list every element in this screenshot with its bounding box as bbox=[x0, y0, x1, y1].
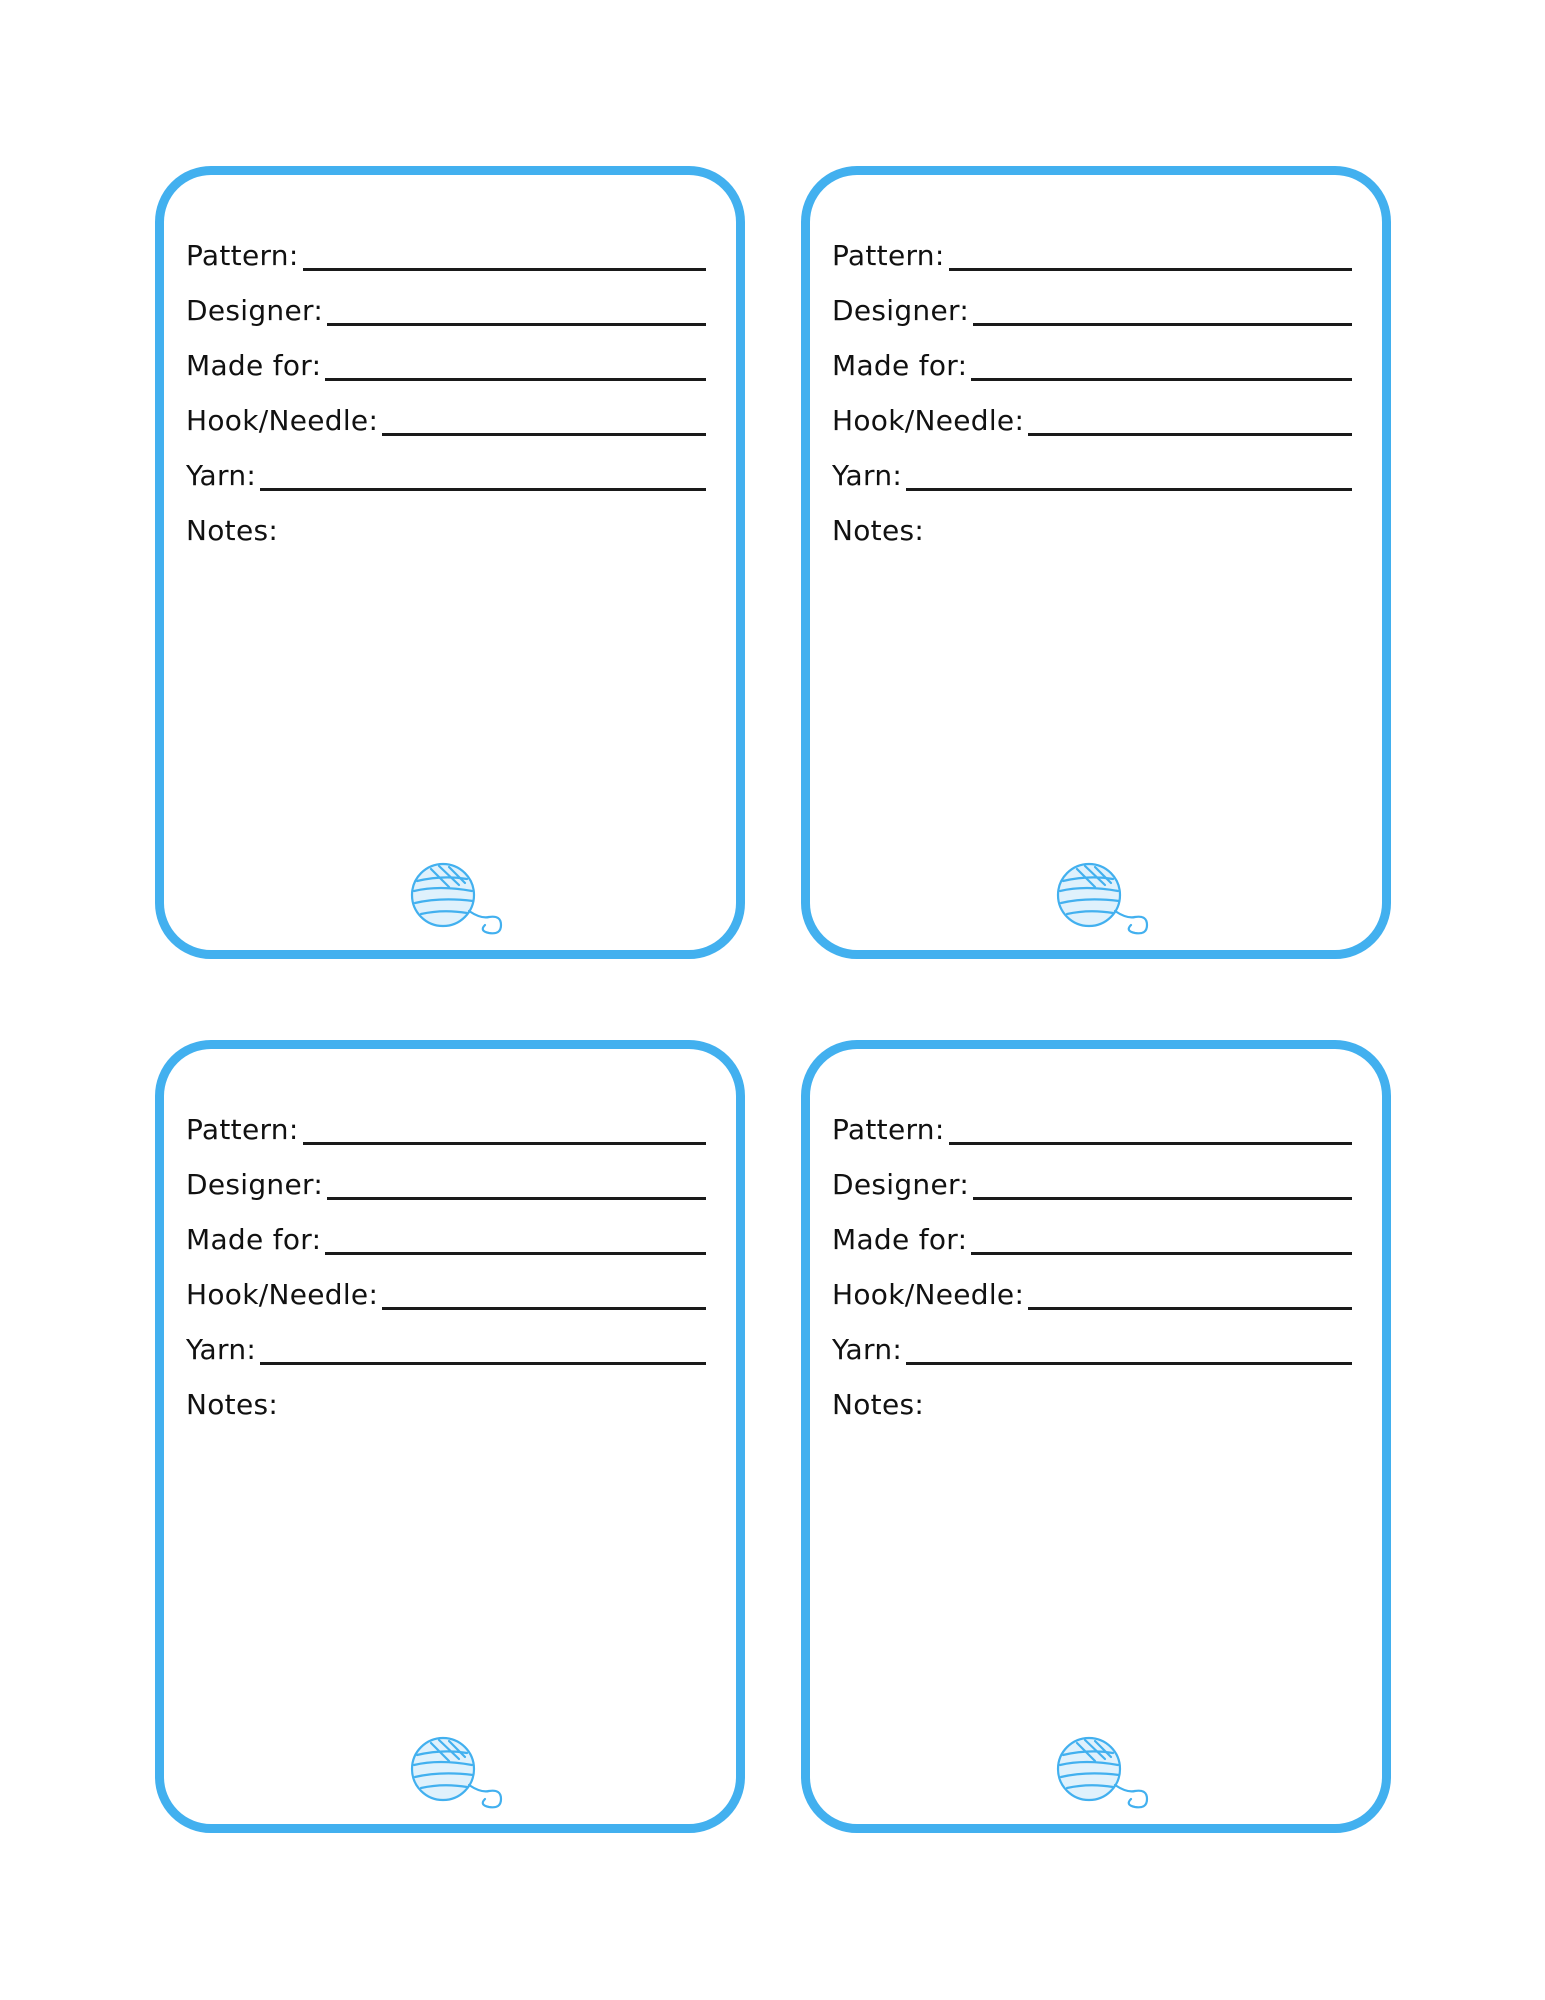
yarn-ball-icon bbox=[409, 1735, 509, 1815]
made-for-label: Made for: bbox=[186, 349, 322, 382]
designer-line[interactable] bbox=[973, 323, 1352, 326]
yarn-field[interactable] bbox=[832, 438, 1352, 493]
made-for-label: Made for: bbox=[186, 1223, 322, 1256]
pattern-field[interactable] bbox=[832, 1092, 1352, 1147]
yarn-ball-icon bbox=[1055, 861, 1155, 941]
yarn-label: Yarn: bbox=[832, 1333, 903, 1366]
designer-label: Designer: bbox=[832, 294, 970, 327]
designer-field[interactable] bbox=[186, 1147, 706, 1202]
yarn-ball-icon bbox=[409, 861, 509, 941]
made-for-field[interactable] bbox=[832, 328, 1352, 383]
notes-label: Notes: bbox=[186, 514, 279, 547]
yarn-field[interactable] bbox=[186, 1312, 706, 1367]
notes-field[interactable] bbox=[186, 1367, 706, 1422]
card-fields bbox=[832, 218, 1352, 548]
yarn-line[interactable] bbox=[260, 1362, 706, 1365]
yarn-field[interactable] bbox=[832, 1312, 1352, 1367]
hook-needle-label: Hook/Needle: bbox=[186, 404, 379, 437]
designer-field[interactable] bbox=[186, 273, 706, 328]
pattern-line[interactable] bbox=[949, 1142, 1352, 1145]
notes-field[interactable] bbox=[186, 493, 706, 548]
designer-line[interactable] bbox=[327, 323, 706, 326]
hook-needle-label: Hook/Needle: bbox=[186, 1278, 379, 1311]
hook-needle-field[interactable] bbox=[832, 1257, 1352, 1312]
made-for-line[interactable] bbox=[325, 378, 706, 381]
hook-needle-field[interactable] bbox=[832, 383, 1352, 438]
pattern-label: Pattern: bbox=[832, 1113, 945, 1146]
yarn-label: Yarn: bbox=[832, 459, 903, 492]
hook-needle-line[interactable] bbox=[382, 1307, 706, 1310]
yarn-line[interactable] bbox=[906, 488, 1352, 491]
yarn-line[interactable] bbox=[260, 488, 706, 491]
notes-field[interactable] bbox=[832, 1367, 1352, 1422]
pattern-field[interactable] bbox=[186, 218, 706, 273]
made-for-label: Made for: bbox=[832, 1223, 968, 1256]
hook-needle-field[interactable] bbox=[186, 383, 706, 438]
project-card bbox=[801, 166, 1391, 959]
hook-needle-line[interactable] bbox=[382, 433, 706, 436]
made-for-line[interactable] bbox=[971, 1252, 1352, 1255]
designer-line[interactable] bbox=[973, 1197, 1352, 1200]
made-for-line[interactable] bbox=[325, 1252, 706, 1255]
designer-label: Designer: bbox=[186, 294, 324, 327]
yarn-line[interactable] bbox=[906, 1362, 1352, 1365]
designer-label: Designer: bbox=[832, 1168, 970, 1201]
designer-field[interactable] bbox=[832, 273, 1352, 328]
pattern-field[interactable] bbox=[832, 218, 1352, 273]
made-for-line[interactable] bbox=[971, 378, 1352, 381]
card-fields bbox=[832, 1092, 1352, 1422]
hook-needle-label: Hook/Needle: bbox=[832, 404, 1025, 437]
made-for-label: Made for: bbox=[832, 349, 968, 382]
notes-label: Notes: bbox=[186, 1388, 279, 1421]
yarn-label: Yarn: bbox=[186, 1333, 257, 1366]
notes-field[interactable] bbox=[832, 493, 1352, 548]
project-card bbox=[155, 1040, 745, 1833]
hook-needle-line[interactable] bbox=[1028, 1307, 1352, 1310]
pattern-line[interactable] bbox=[949, 268, 1352, 271]
notes-label: Notes: bbox=[832, 514, 925, 547]
made-for-field[interactable] bbox=[832, 1202, 1352, 1257]
designer-field[interactable] bbox=[832, 1147, 1352, 1202]
pattern-field[interactable] bbox=[186, 1092, 706, 1147]
hook-needle-label: Hook/Needle: bbox=[832, 1278, 1025, 1311]
designer-label: Designer: bbox=[186, 1168, 324, 1201]
made-for-field[interactable] bbox=[186, 1202, 706, 1257]
designer-line[interactable] bbox=[327, 1197, 706, 1200]
pattern-label: Pattern: bbox=[186, 239, 299, 272]
yarn-label: Yarn: bbox=[186, 459, 257, 492]
pattern-line[interactable] bbox=[303, 268, 706, 271]
card-fields bbox=[186, 218, 706, 548]
hook-needle-line[interactable] bbox=[1028, 433, 1352, 436]
hook-needle-field[interactable] bbox=[186, 1257, 706, 1312]
yarn-field[interactable] bbox=[186, 438, 706, 493]
notes-label: Notes: bbox=[832, 1388, 925, 1421]
pattern-label: Pattern: bbox=[832, 239, 945, 272]
pattern-label: Pattern: bbox=[186, 1113, 299, 1146]
project-card bbox=[801, 1040, 1391, 1833]
card-fields bbox=[186, 1092, 706, 1422]
made-for-field[interactable] bbox=[186, 328, 706, 383]
pattern-line[interactable] bbox=[303, 1142, 706, 1145]
yarn-ball-icon bbox=[1055, 1735, 1155, 1815]
project-card bbox=[155, 166, 745, 959]
